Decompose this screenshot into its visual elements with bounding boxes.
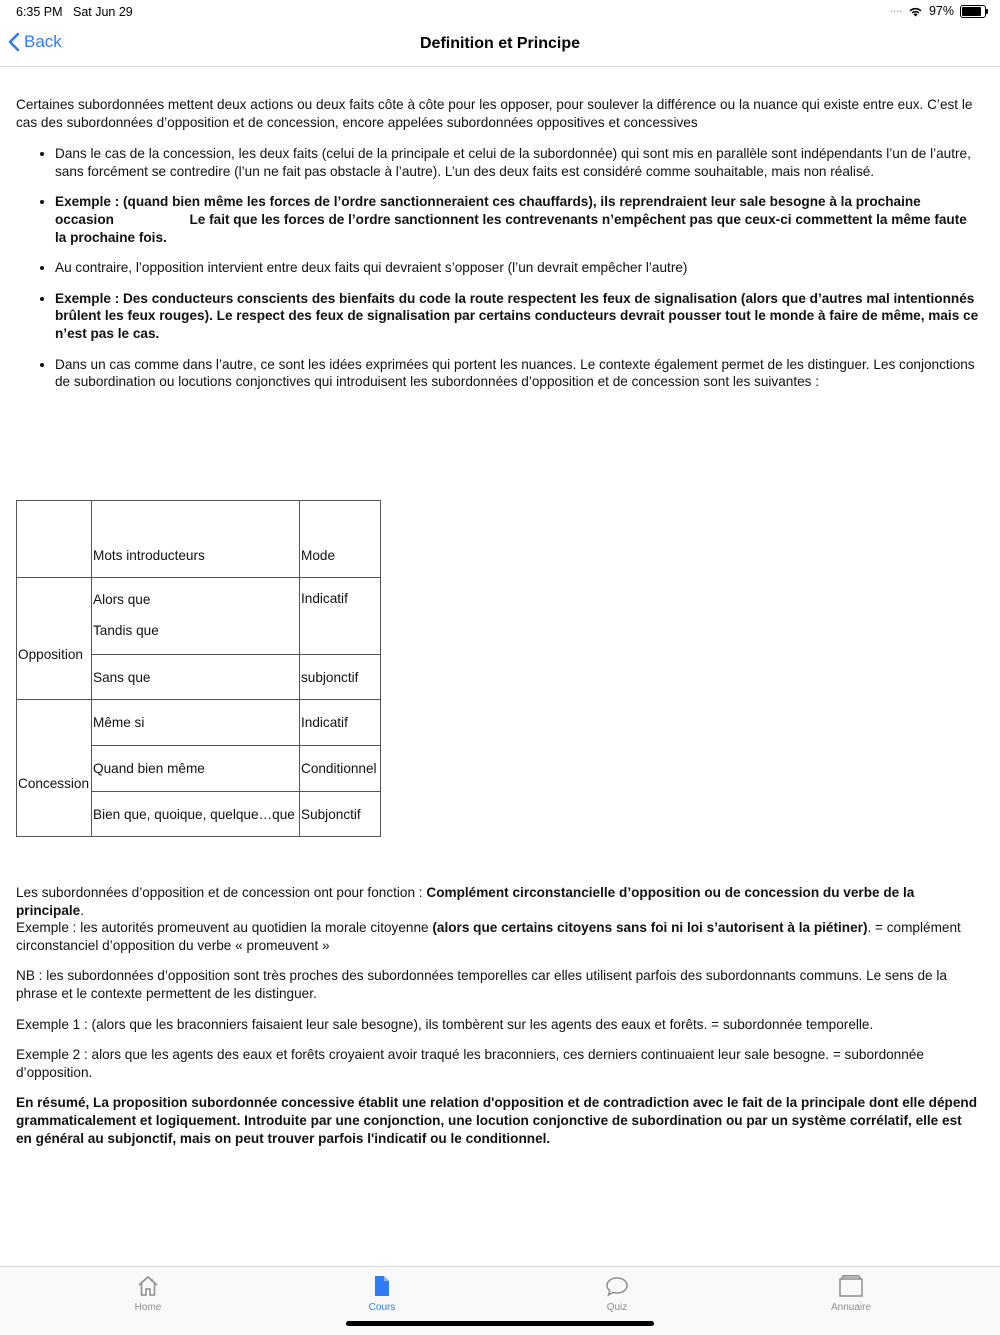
conjunction-table — [16, 500, 381, 837]
back-label: Back — [24, 32, 62, 51]
house-icon — [136, 1274, 160, 1298]
fonction-example-end: . = complément circonstanciel d’opposition du verbe « promeuvent » — [16, 920, 961, 953]
table-cell-mode: Indicatif — [300, 578, 381, 655]
table-cell-words: Même si — [92, 700, 300, 746]
table-cell-mode: Indicatif — [300, 700, 381, 746]
bullet-item: • Exemple : (quand bien même les forces de l’ordre sanctionneraient ces chauffards), ils reprendraient leur sale besogne à la prochaine occasion Le fait que les forces de l’ordre sanctionnent les contrevenants n’empêchent pas que ceux-ci commettent la même faute la prochaine fois. — [55, 193, 980, 246]
status-time: 6:35 PM Sat Jun 29 — [16, 5, 133, 19]
table-cell-mode: Subjonctif — [300, 792, 381, 837]
page-title: Definition et Principe — [419, 35, 580, 52]
status-right — [889, 4, 986, 18]
fonction-end: . — [80, 902, 84, 918]
fonction-lead: Les subordonnées d’opposition et de concession ont pour fonction : — [16, 885, 427, 900]
intro-paragraph: Certaines subordonnées mettent deux actions ou deux faits côte à côte pour les opposer, pour soulever la différence ou la nuance qui existe entre eux. C’est le cas des subordonnées d’opposition et de concession, encore appelées subordonnées oppositives et concessives — [16, 97, 973, 130]
bullet-item: • Au contraire, l’opposition intervient entre deux faits qui devraient s’opposer (l’un devrait empêcher l’autre) — [55, 259, 980, 277]
tab-cours[interactable] — [322, 1273, 442, 1313]
bullet-list — [16, 145, 980, 391]
speech-bubble-icon — [604, 1274, 630, 1298]
table-cell-mode: subjonctif — [300, 655, 381, 700]
tab-label: Annuaire — [830, 1302, 872, 1313]
fonction-bold: Complément circonstancielle d’opposition ou de concession du verbe de la principale — [16, 885, 915, 918]
tab-quiz[interactable] — [557, 1273, 677, 1313]
battery-icon — [960, 5, 986, 18]
table-cell-words: Bien que, quoique, quelque…que — [92, 792, 300, 837]
table-word: Alors que — [93, 592, 151, 607]
tab-label: Cours — [368, 1302, 396, 1313]
home-indicator[interactable] — [346, 1321, 654, 1326]
document-icon — [372, 1274, 392, 1298]
tab-label: Quiz — [606, 1302, 628, 1313]
status-bar — [0, 0, 1000, 24]
battery-percent: 97% — [928, 4, 954, 18]
bullet-item: • Dans le cas de la concession, les deux faits (celui de la principale et celui de la subordonnée) qui sont mis en parallèle sont indépendants l’un de l’autre, sans forcément se contredire (l’un ne fait pas obstacle à l’autre). L’un des deux faits est considéré comme souhaitable, mais non réalisé. — [55, 145, 980, 180]
tab-label: Home — [134, 1302, 162, 1313]
table-cell-words: Quand bien même — [92, 746, 300, 792]
table-word: Tandis que — [93, 623, 159, 638]
archive-icon — [837, 1274, 865, 1298]
table-header-mode: Mode — [300, 501, 381, 578]
example1-paragraph: Exemple 1 : (alors que les braconniers faisaient leur sale besogne), ils tombèrent sur les agents des eaux et forêts. = subordonnée temporelle. — [16, 1016, 874, 1032]
bullet-item: • Exemple : Des conducteurs conscients des bienfaits du code la route respectent les feux de signalisation (alors que d’autres mal intentionnés brûlent les feux rouges). Le respect des feux de signalisation par certains conducteurs devrait pousser tout le monde à faire de même, mais ce n’est pas le cas. — [55, 290, 980, 343]
summary-paragraph: En résumé, La proposition subordonnée concessive établit une relation d'opposition et de contradiction avec le fait de la principale dont elle dépend grammaticalement et logiquement. Introduite par une conjonction, une locution conjonctive de subordination ou par un système corrélatif, elle est en général au subjonctif, mais on peut trouver parfois l'indicatif ou le conditionnel. — [16, 1095, 978, 1146]
fonction-paragraph — [16, 884, 980, 954]
table-cell-mode: Conditionnel — [300, 746, 381, 792]
navigation-bar — [0, 24, 1000, 67]
secondary-content — [16, 884, 980, 1160]
tab-home[interactable] — [88, 1273, 208, 1313]
table-cell-words — [92, 578, 300, 655]
table-cell-concession: Concession — [17, 700, 92, 837]
bullet-item: • Dans un cas comme dans l’autre, ce sont les idées exprimées qui portent les nuances. Le contexte également permet de les distinguer. Les conjonctions de subordination ou locutions conjonctives qui introduisent les subordonnées d’opposition et de concession sont les suivantes : — [55, 356, 980, 391]
wifi-icon — [908, 6, 923, 17]
fonction-example-lead: Exemple : les autorités promeuvent au quotidien la morale citoyenne — [16, 920, 433, 936]
signal-dots-icon: ···· — [889, 4, 902, 18]
example2-paragraph: Exemple 2 : alors que les agents des eaux et forêts croyaient avoir traqué les braconniers, ces derniers continuaient leur sale besogne. = subordonnée d’opposition. — [16, 1047, 924, 1080]
table-header-empty — [17, 501, 92, 578]
table-cell-words: Sans que — [92, 655, 300, 700]
nb-paragraph: NB : les subordonnées d’opposition sont très proches des subordonnées temporelles car elles utilisent parfois des subordonnants communs. Le sens de la phrase et le contexte permettent de les distinguer. — [16, 968, 947, 1001]
tab-annuaire[interactable] — [791, 1273, 911, 1313]
table-cell-opposition: Opposition — [17, 578, 92, 700]
table-header-words: Mots introducteurs — [92, 501, 300, 578]
main-content — [16, 96, 980, 404]
fonction-example-bold: (alors que certains citoyens sans foi ni loi s’autorisent à la piétiner) — [432, 920, 868, 936]
